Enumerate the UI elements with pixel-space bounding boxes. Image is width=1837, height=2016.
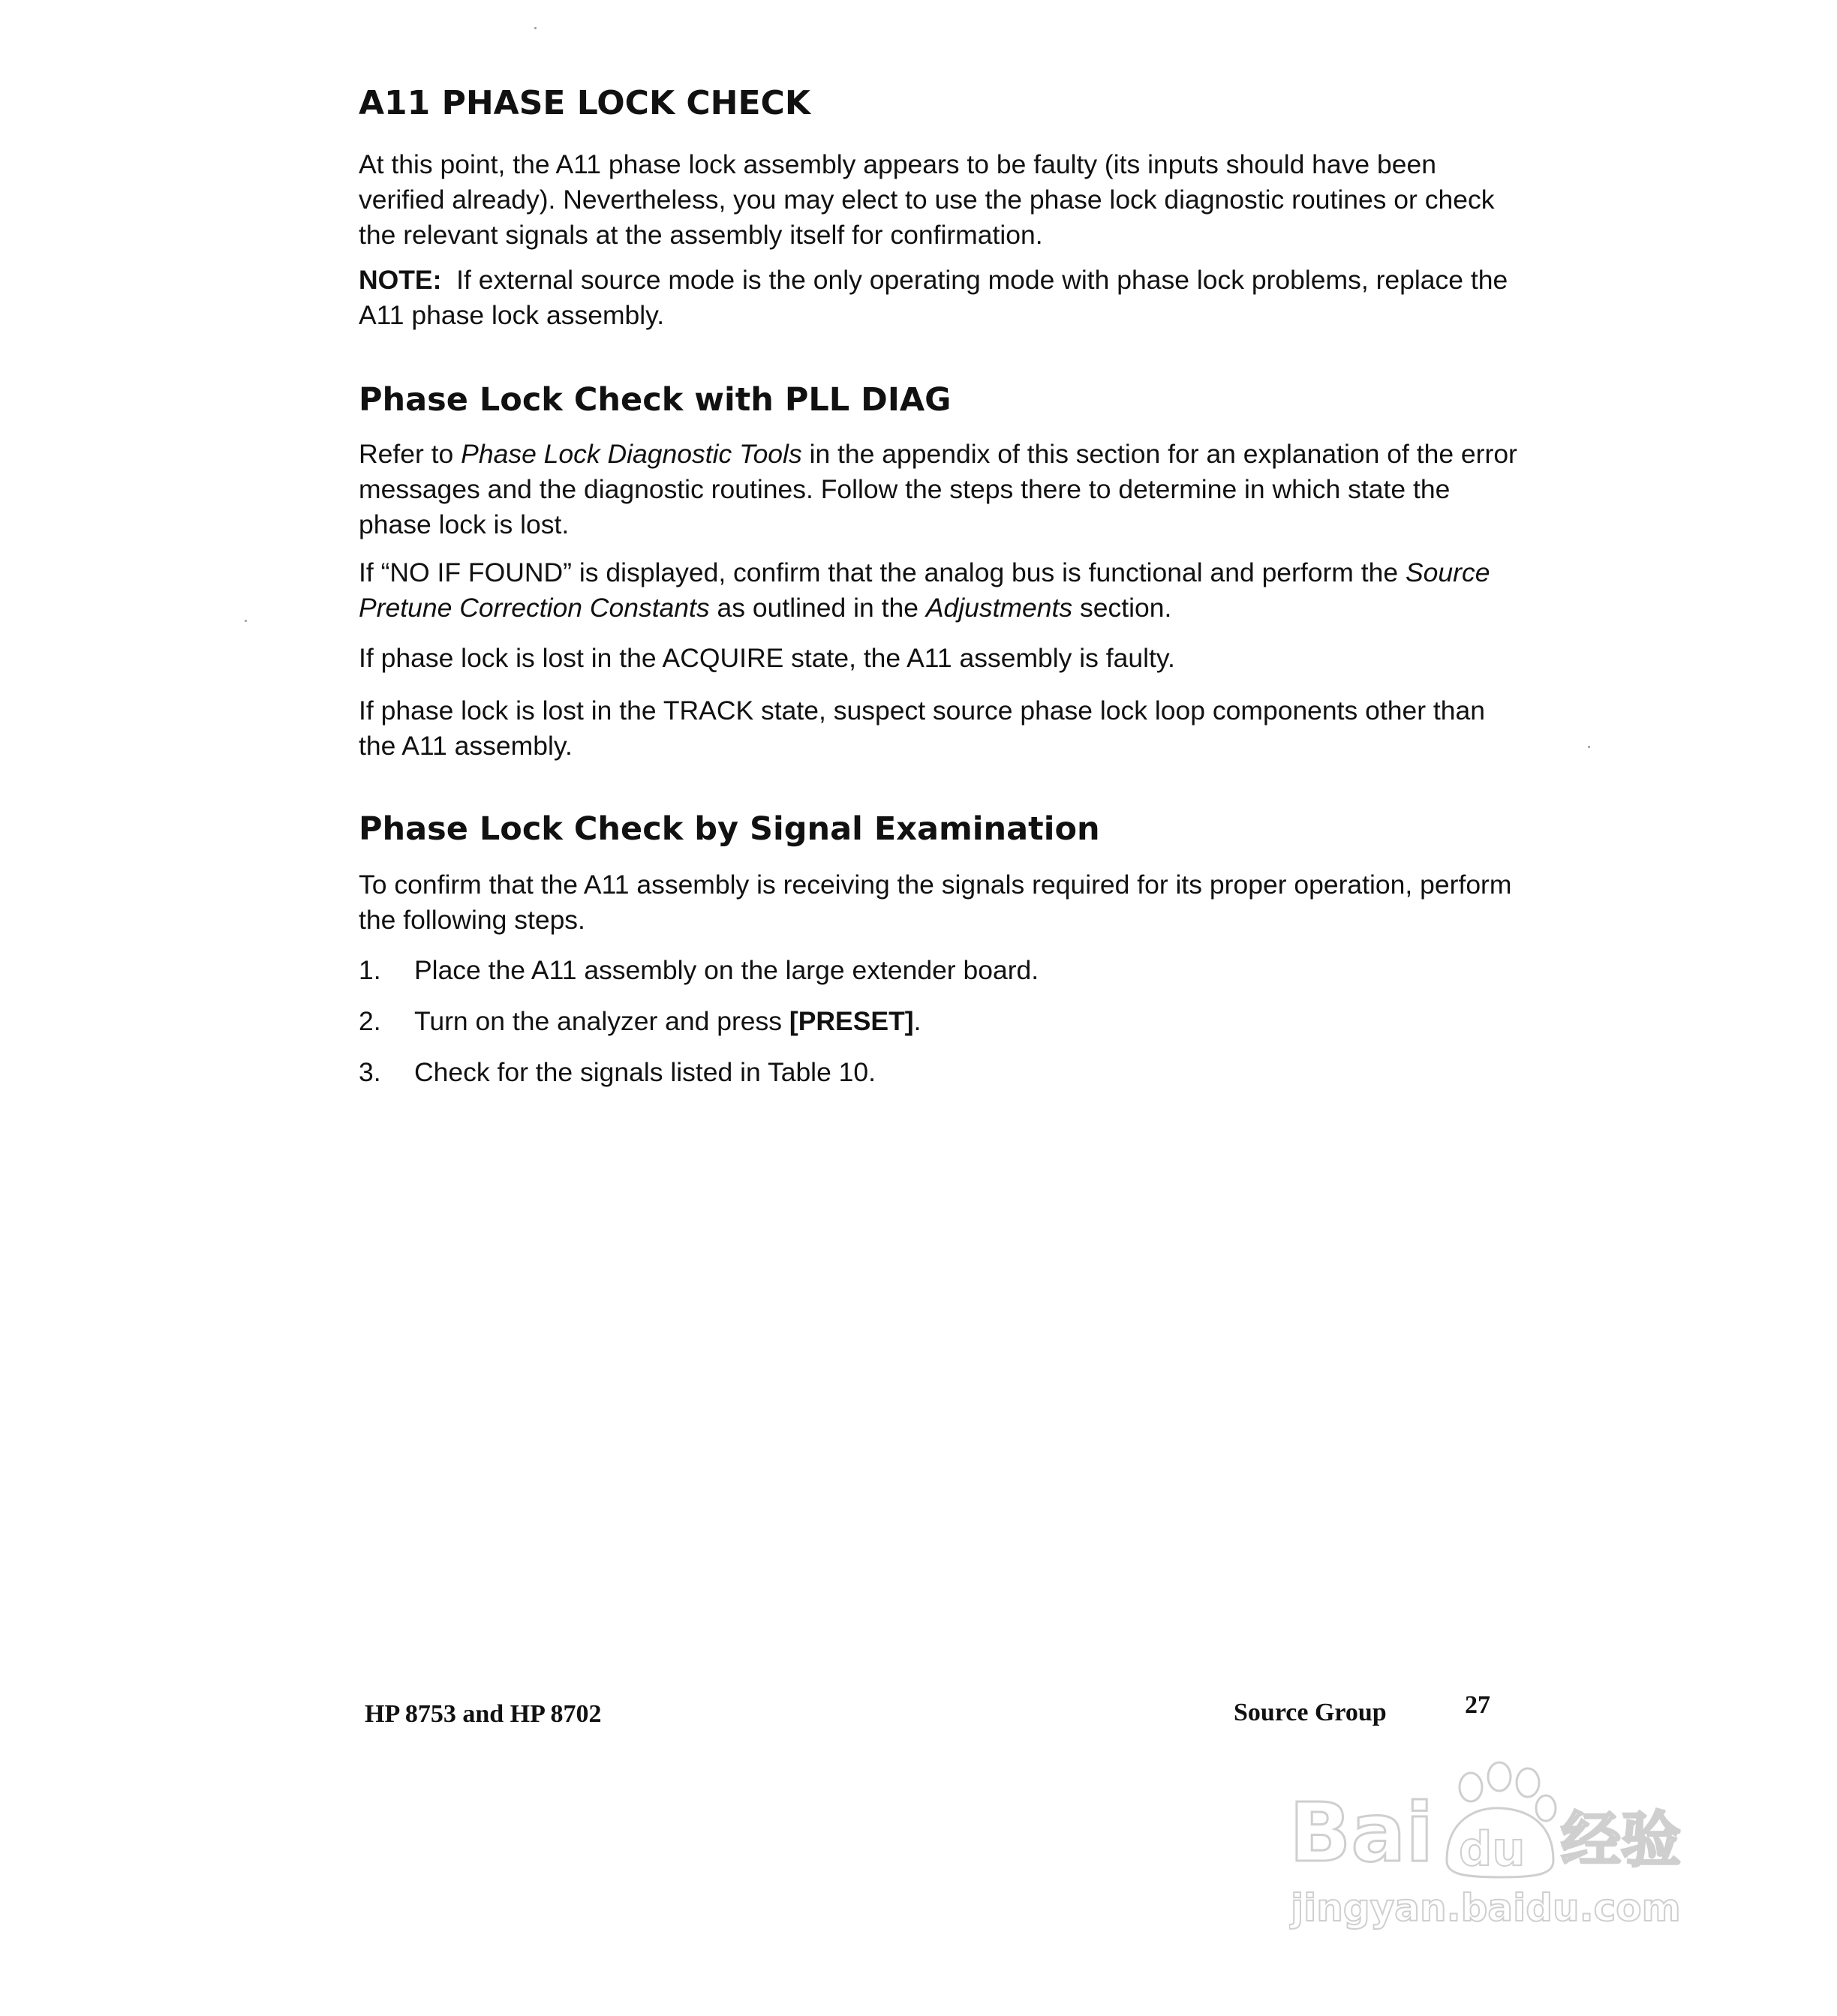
pll-p2-text-c: section. xyxy=(1072,593,1172,623)
baidu-logo-icon xyxy=(1289,1748,1709,1943)
scan-speck xyxy=(534,27,537,29)
pll-p2-text-b: as outlined in the xyxy=(709,593,926,623)
page-number: 27 xyxy=(1465,1691,1490,1719)
signal-intro: To confirm that the A11 assembly is receiving the signals required for its proper operation, perform the following steps. xyxy=(359,870,1512,935)
watermark-brand: Bai xyxy=(1289,1786,1434,1880)
pll-paragraph-4-block xyxy=(359,693,1518,764)
note-block xyxy=(359,263,1518,333)
pll-paragraph-3: If phase lock is lost in the ACQUIRE state, the A11 assembly is faulty. xyxy=(359,643,1175,673)
footer-section-name: Source Group xyxy=(1234,1699,1387,1726)
intro-block xyxy=(359,147,1518,253)
signal-heading: Phase Lock Check by Signal Examination xyxy=(359,810,1100,848)
step-text: Check for the signals listed in Table 10. xyxy=(414,1057,876,1087)
pll-paragraph-1-block xyxy=(359,437,1518,542)
signal-section xyxy=(359,810,1518,848)
step-text: Place the A11 assembly on the large extender board. xyxy=(414,955,1039,985)
step-text-a: Turn on the analyzer and press xyxy=(414,1006,789,1036)
pll-paragraph-3-block xyxy=(359,641,1518,676)
step-number: 1. xyxy=(359,955,381,985)
pll-p1-italic: Phase Lock Diagnostic Tools xyxy=(461,439,802,469)
pll-paragraph-4: If phase lock is lost in the TRACK state, suspect source phase lock loop components other than the A11 assembly. xyxy=(359,696,1486,761)
pll-p1-text-b: in the appendix of this section for an explanation of the error messages and the diagnostic routines. Follow the steps there to determine in which state the phase lock is lost. xyxy=(359,439,1517,539)
section-heading-a11 xyxy=(359,84,1518,122)
pll-section xyxy=(359,381,1518,419)
step-number: 2. xyxy=(359,1006,381,1036)
list-item xyxy=(359,1004,921,1039)
watermark-brand-cn: 经验 xyxy=(1561,1805,1681,1875)
baidu-jingyan-watermark xyxy=(1289,1748,1709,1943)
note-paragraph xyxy=(359,263,1518,333)
signal-intro-block xyxy=(359,867,1518,938)
paw-icon xyxy=(1447,1762,1556,1877)
pll-paragraph-1 xyxy=(359,437,1518,542)
watermark-url: jingyan.baidu.com xyxy=(1291,1886,1681,1930)
intro-paragraph: At this point, the A11 phase lock assembly appears to be faulty (its inputs should have been verified already). Nevertheless, you may elect to use the phase lock diagnostic routines or check the relevant signals at the assembly itself for confirmation. xyxy=(359,149,1495,250)
note-label: NOTE: xyxy=(359,265,442,295)
footer-manual-title: HP 8753 and HP 8702 xyxy=(365,1700,602,1728)
pll-heading: Phase Lock Check with PLL DIAG xyxy=(359,381,952,419)
pll-p2-italic-2: Adjustments xyxy=(925,593,1073,623)
preset-key-label: [PRESET] xyxy=(789,1006,914,1036)
step-number: 3. xyxy=(359,1057,381,1087)
pll-p1-text-a: Refer to xyxy=(359,439,462,469)
note-text: If external source mode is the only operating mode with phase lock problems, replace the A11 phase lock assembly. xyxy=(359,265,1508,330)
watermark-brand-paw: du xyxy=(1459,1822,1526,1876)
main-heading: A11 PHASE LOCK CHECK xyxy=(359,84,810,122)
list-item xyxy=(359,1055,876,1090)
scan-speck xyxy=(245,620,247,622)
scan-speck xyxy=(1588,746,1590,748)
pll-paragraph-2 xyxy=(359,555,1518,626)
list-item xyxy=(359,953,1039,988)
pll-p2-text-a: If “NO IF FOUND” is displayed, confirm that the analog bus is functional and perform the xyxy=(359,557,1406,587)
pll-paragraph-2-block xyxy=(359,555,1518,626)
step-text-b: . xyxy=(913,1006,922,1036)
pll-p2-italic-1: Source Pretune Correction Constants xyxy=(359,557,1490,623)
